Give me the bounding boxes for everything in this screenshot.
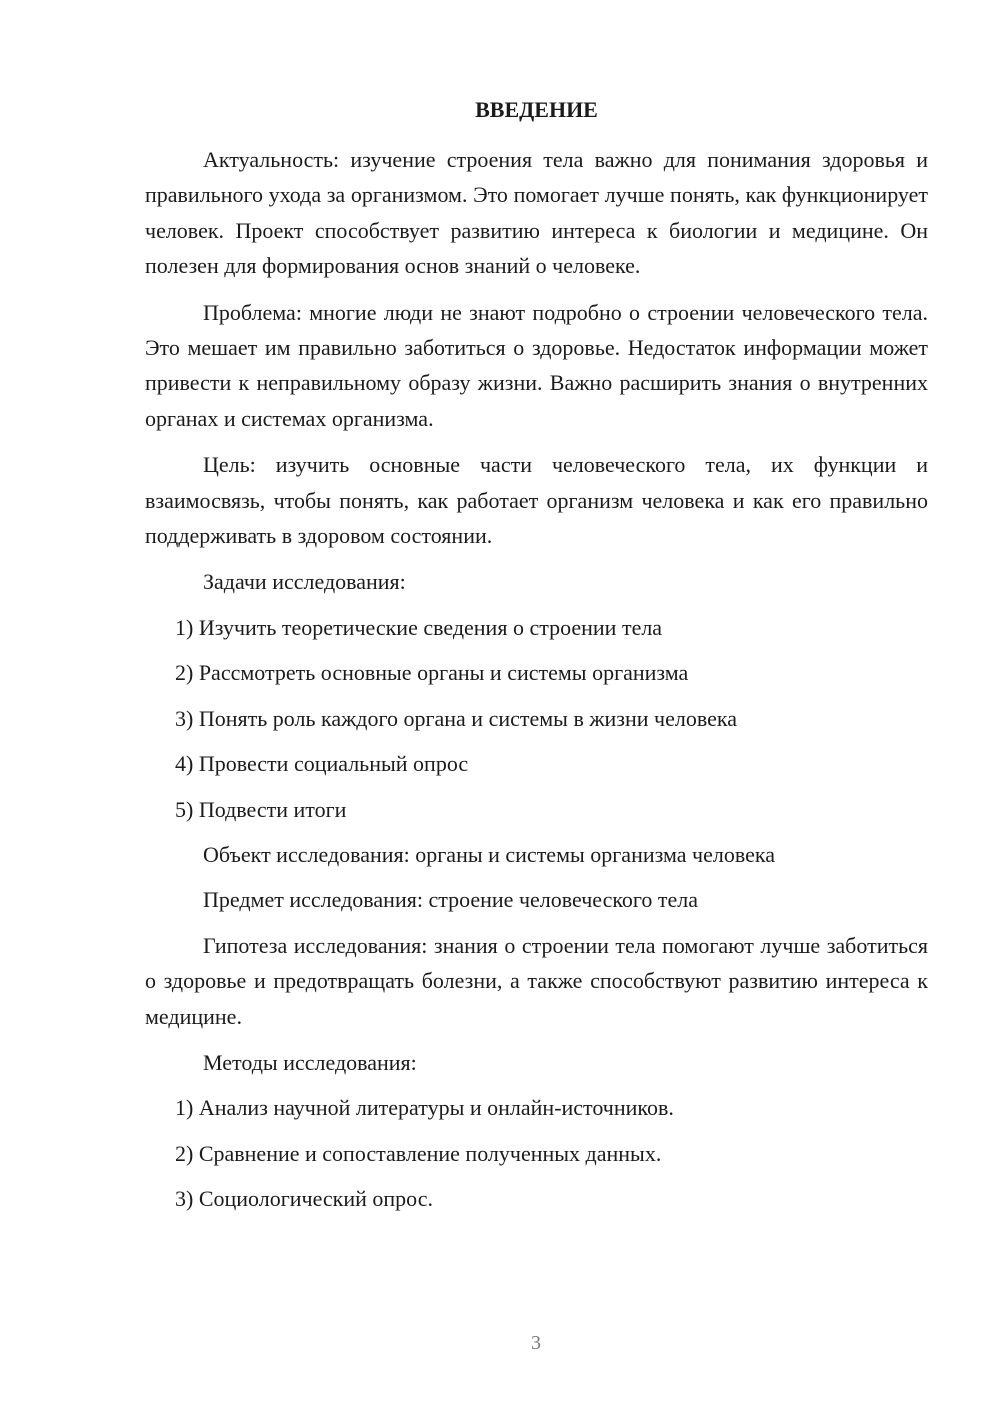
research-subject: Предмет исследования: строение человеческого тела <box>203 887 699 913</box>
tasks-heading: Задачи исследования: <box>203 569 406 595</box>
task-item: 2) Рассмотреть основные органы и системы организма <box>175 660 689 686</box>
section-title: ВВЕДЕНИЕ <box>475 97 598 122</box>
task-item: 3) Понять роль каждого органа и системы в жизни человека <box>175 705 737 731</box>
hypothesis-paragraph: Гипотеза исследования: знания о строении тела помогают лучше заботиться о здоровье и предотвращать болезни, а также способствуют развитию интереса к медицине. <box>145 932 928 1029</box>
task-item: 1) Изучить теоретические сведения о строении тела <box>175 614 663 640</box>
method-item: 2) Сравнение и сопоставление полученных данных. <box>175 1140 662 1166</box>
problem-paragraph: Проблема: многие люди не знают подробно о строении человеческого тела. Это мешает им правильно заботиться о здоровье. Недостаток информации может привести к неправильному образу жизни. Важно расширить знания о внутренних органах и системах организма. <box>145 299 928 431</box>
methods-heading: Методы исследования: <box>203 1049 417 1075</box>
method-item: 1) Анализ научной литературы и онлайн-источников. <box>175 1095 674 1121</box>
document-page <box>145 92 928 1227</box>
relevance-paragraph: Актуальность: изучение строения тела важно для понимания здоровья и правильного ухода за организмом. Это помогает лучше понять, как функционирует человек. Проект способствует развитию интереса к биологии и медицине. Он полезен для формирования основ знаний о человеке. <box>145 147 928 279</box>
research-object: Объект исследования: органы и системы организма человека <box>203 841 775 867</box>
method-item: 3) Социологический опрос. <box>175 1186 433 1212</box>
task-item: 5) Подвести итоги <box>175 796 347 822</box>
page-number: 3 <box>531 1332 541 1354</box>
task-item: 4) Провести социальный опрос <box>175 751 469 777</box>
goal-paragraph: Цель: изучить основные части человеческого тела, их функции и взаимосвязь, чтобы понять, как работает организм человека и как его правильно поддерживать в здоровом состоянии. <box>145 452 928 549</box>
